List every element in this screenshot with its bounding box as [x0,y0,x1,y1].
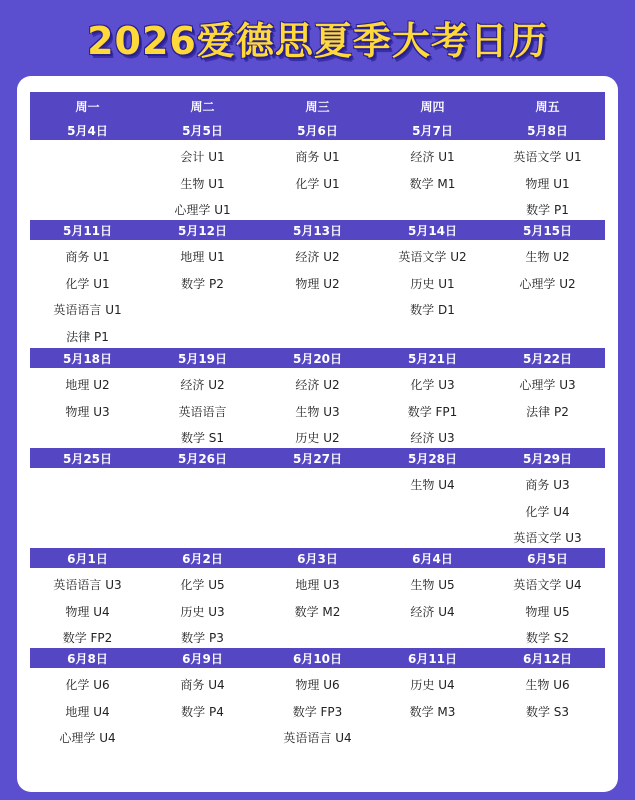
exam-entry: 物理 U6 [295,678,340,692]
exam-entry: 地理 U3 [295,578,340,592]
day-exam-list [490,468,605,548]
exam-entry: 英语文学 U1 [513,150,582,164]
exam-entry: 会计 U1 [180,150,225,164]
day-exam-list [375,140,490,220]
exam-entry: 数学 FP2 [62,631,113,645]
exam-entry: 经济 U2 [180,378,225,392]
exam-entry: 数学 S2 [525,631,570,645]
date-cell: 5月13日 [292,223,343,238]
weekday-wednesday: 周三 [305,99,330,114]
calendar-grid [30,92,605,748]
exam-entry: 化学 U3 [410,378,455,392]
day-exam-list [145,668,260,748]
week-exams-row [30,468,605,548]
exam-entry: 商务 U1 [295,150,340,164]
date-cell: 5月25日 [62,451,113,466]
exam-entry: 数学 D1 [410,303,455,317]
exam-entry: 物理 U4 [65,604,110,619]
exam-entry: 化学 U1 [295,176,340,191]
exam-entry: 商务 U3 [525,478,570,492]
date-cell: 5月20日 [292,351,343,366]
day-exam-list [375,368,490,448]
exam-entry: 生物 U6 [525,678,570,692]
date-cell: 5月29日 [522,451,573,466]
date-cell: 5月11日 [62,223,113,238]
page-title: 2026爱德思夏季大考日历 [87,18,548,63]
date-row [30,120,605,140]
calendar-card [17,76,618,792]
date-cell: 5月28日 [407,451,458,466]
day-exam-list [375,668,490,748]
exam-entry: 地理 U4 [65,704,110,719]
day-exam-list [145,568,260,648]
day-exam-list [375,240,490,348]
exam-entry: 经济 U4 [410,604,455,619]
exam-entry: 物理 U3 [65,404,110,419]
exam-entry: 数学 P4 [181,704,224,719]
exam-entry: 化学 U6 [65,678,110,692]
date-cell: 5月15日 [522,223,573,238]
date-cell: 5月4日 [67,123,108,138]
date-row [30,348,605,368]
exam-entry: 数学 M1 [409,176,456,191]
date-cell: 5月18日 [62,351,113,366]
exam-entry: 生物 U1 [180,176,225,191]
day-exam-list [30,140,145,220]
day-exam-list [260,368,375,448]
day-exam-list [30,240,145,348]
exam-entry: 数学 M3 [409,704,456,719]
day-exam-list [490,668,605,748]
day-exam-list [145,368,260,448]
exam-entry: 英语文学 U2 [398,250,467,264]
exam-entry: 生物 U5 [410,578,455,592]
day-exam-list [260,468,375,548]
exam-entry: 历史 U3 [180,604,225,619]
date-cell: 5月12日 [177,223,228,238]
day-exam-list [375,568,490,648]
exam-entry: 心理学 U3 [519,378,576,392]
date-cell: 6月12日 [522,651,573,666]
date-cell: 6月11日 [407,651,458,666]
date-cell: 5月22日 [522,351,573,366]
day-exam-list [145,140,260,220]
weekday-header-row [30,92,605,120]
week-exams-row [30,668,605,748]
date-cell: 5月19日 [177,351,228,366]
exam-entry: 英语语言 U3 [53,578,122,592]
date-cell: 6月10日 [292,651,343,666]
exam-entry: 生物 U4 [410,478,455,492]
date-cell: 6月3日 [297,551,338,566]
date-cell: 5月27日 [292,451,343,466]
exam-entry: 数学 P1 [526,203,569,217]
exam-entry: 生物 U3 [295,404,340,419]
exam-entry: 商务 U1 [65,250,110,264]
day-exam-list [490,368,605,448]
date-cell: 5月14日 [407,223,458,238]
day-exam-list [490,140,605,220]
day-exam-list [30,368,145,448]
day-exam-list [260,668,375,748]
exam-entry: 化学 U4 [525,504,570,519]
exam-entry: 地理 U1 [180,250,225,264]
exam-entry: 物理 U2 [295,276,340,291]
exam-entry: 英语语言 [178,404,227,419]
day-exam-list [30,568,145,648]
exam-entry: 数学 P2 [181,276,224,291]
exam-entry: 物理 U5 [525,604,570,619]
week-exams-row [30,368,605,448]
exam-entry: 数学 FP3 [292,704,343,719]
date-cell: 5月21日 [407,351,458,366]
exam-entry: 心理学 U1 [174,203,231,217]
exam-entry: 历史 U2 [295,431,340,445]
week-exams-row [30,568,605,648]
date-cell: 6月1日 [67,551,108,566]
date-cell: 5月5日 [182,123,223,138]
date-cell: 6月5日 [527,551,568,566]
date-row [30,548,605,568]
date-cell: 6月4日 [412,551,453,566]
date-cell: 6月2日 [182,551,223,566]
weekday-monday: 周一 [75,99,100,114]
exam-entry: 英语文学 U3 [513,531,582,545]
exam-entry: 英语语言 U4 [283,731,352,745]
day-exam-list [260,240,375,348]
week-exams-row [30,140,605,220]
exam-entry: 数学 P3 [181,631,224,645]
exam-entry: 数学 S1 [180,431,225,445]
date-row [30,448,605,468]
exam-entry: 经济 U2 [295,250,340,264]
exam-entry: 生物 U2 [525,250,570,264]
day-exam-list [30,668,145,748]
date-cell: 5月6日 [297,123,338,138]
day-exam-list [490,568,605,648]
exam-entry: 英语语言 U1 [53,303,122,317]
day-exam-list [145,468,260,548]
exam-entry: 物理 U1 [525,176,570,191]
day-exam-list [375,468,490,548]
weekday-tuesday: 周二 [190,99,215,114]
day-exam-list [260,568,375,648]
exam-entry: 数学 M2 [294,604,341,619]
exam-entry: 地理 U2 [65,378,110,392]
exam-entry: 经济 U1 [410,150,455,164]
exam-entry: 经济 U3 [410,431,455,445]
day-exam-list [145,240,260,348]
day-exam-list [260,140,375,220]
date-cell: 5月8日 [527,123,568,138]
exam-entry: 经济 U2 [295,378,340,392]
exam-entry: 法律 P2 [526,404,569,419]
day-exam-list [490,240,605,348]
date-cell: 6月9日 [182,651,223,666]
exam-entry: 英语文学 U4 [513,578,582,592]
exam-entry: 历史 U4 [410,678,455,692]
exam-entry: 心理学 U2 [519,276,576,291]
week-exams-row [30,240,605,348]
exam-entry: 数学 FP1 [407,404,458,419]
exam-entry: 心理学 U4 [59,731,116,745]
exam-entry: 化学 U5 [180,578,225,592]
exam-entry: 法律 P1 [66,329,109,344]
weekday-thursday: 周四 [420,99,445,114]
date-row [30,648,605,668]
exam-entry: 商务 U4 [180,678,225,692]
weekday-friday: 周五 [535,99,560,114]
exam-entry: 数学 S3 [525,704,570,719]
exam-entry: 历史 U1 [410,276,455,291]
day-exam-list [30,468,145,548]
date-cell: 5月26日 [177,451,228,466]
date-row [30,220,605,240]
date-cell: 6月8日 [67,651,108,666]
date-cell: 5月7日 [412,123,453,138]
exam-entry: 化学 U1 [65,276,110,291]
